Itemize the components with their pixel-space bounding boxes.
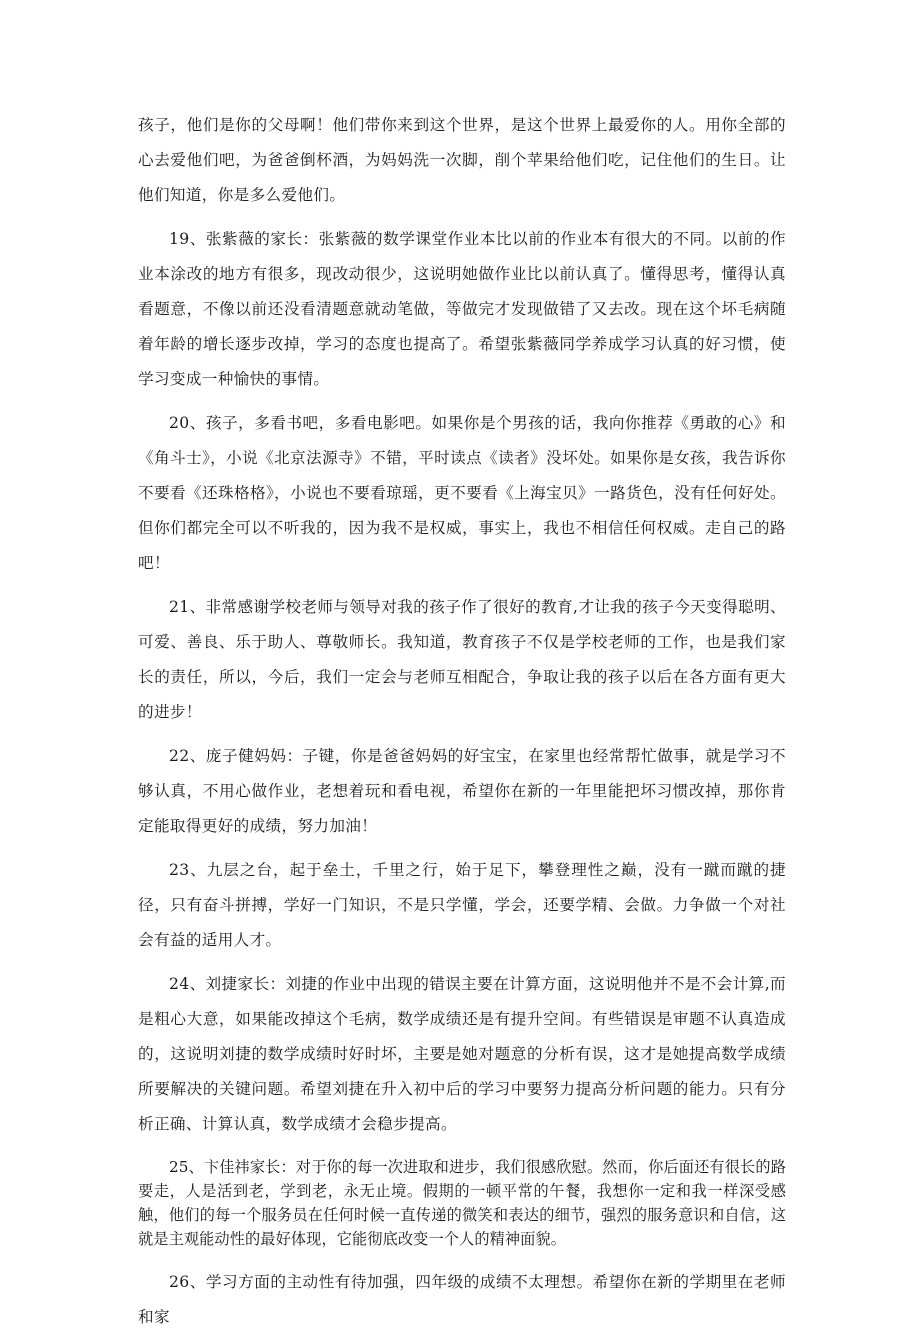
paragraph-continuation: 孩子，他们是你的父母啊！他们带你来到这个世界，是这个世界上最爱你的人。用你全部的心去爱他们吧，为爸爸倒杯酒，为妈妈洗一次脚，削个苹果给他们吃，记住他们的生日。让他们知道，你是多么爱他们。 — [138, 116, 786, 204]
paragraph-24: 24、刘捷家长：刘捷的作业中出现的错误主要在计算方面，这说明他并不是不会计算,而是粗心大意，如果能改掉这个毛病，数学成绩还是有提升空间。有些错误是审题不认真造成的，这说明刘捷的数学成绩时好时坏，主要是她对题意的分析有误，这才是她提高数学成绩所要解决的关键问题。希望刘捷在升入初中后的学习中要努力提高分析问题的能力。只有分析正确、计算认真，数学成绩才会稳步提高。 — [138, 975, 786, 1133]
document-page — [138, 108, 786, 1335]
paragraph-20: 20、孩子，多看书吧，多看电影吧。如果你是个男孩的话，我向你推荐《勇敢的心》和《角斗士》，小说《北京法源寺》不错，平时读点《读者》没坏处。如果你是女孩，我告诉你不要看《还珠格格》，小说也不要看琼瑶，更不要看《上海宝贝》一路货色，没有任何好处。但你们都完全可以不听我的，因为我不是权威，事实上，我也不相信任何权威。走自己的路吧！ — [138, 414, 786, 572]
paragraph-19: 19、张紫薇的家长：张紫薇的数学课堂作业本比以前的作业本有很大的不同。以前的作业本涂改的地方有很多，现改动很少，这说明她做作业比以前认真了。懂得思考，懂得认真看题意，不像以前还没看清题意就动笔做，等做完才发现做错了又去改。现在这个坏毛病随着年龄的增长逐步改掉，学习的态度也提高了。希望张紫薇同学养成学习认真的好习惯，使学习变成一种愉快的事情。 — [138, 230, 786, 388]
paragraph-25: 25、卞佳祎家长：对于你的每一次进取和进步，我们很感欣慰。然而，你后面还有很长的路要走，人是活到老，学到老，永无止境。假期的一顿平常的午餐，我想你一定和我一样深受感触，他们的每一个服务员在任何时候一直传递的微笑和表达的细节，强烈的服务意识和自信，这就是主观能动性的最好体现，它能彻底改变一个人的精神面貌。 — [138, 1158, 786, 1248]
paragraph-23: 23、九层之台，起于垒土，千里之行，始于足下，攀登理性之巅，没有一蹴而蹴的捷径，只有奋斗拼搏，学好一门知识，不是只学懂，学会，还要学精、会做。力争做一个对社会有益的适用人才。 — [138, 861, 786, 949]
paragraph-21: 21、非常感谢学校老师与领导对我的孩子作了很好的教育,才让我的孩子今天变得聪明、可爱、善良、乐于助人、尊敬师长。我知道，教育孩子不仅是学校老师的工作，也是我们家长的责任，所以，今后，我们一定会与老师互相配合，争取让我的孩子以后在各方面有更大的进步！ — [138, 598, 786, 721]
paragraph-26: 26、学习方面的主动性有待加强，四年级的成绩不太理想。希望你在新的学期里在老师和家 — [138, 1273, 786, 1326]
paragraph-22: 22、庞子健妈妈：子键，你是爸爸妈妈的好宝宝，在家里也经常帮忙做事，就是学习不够认真，不用心做作业，老想着玩和看电视，希望你在新的一年里能把坏习惯改掉，那你肯定能取得更好的成绩，努力加油！ — [138, 747, 786, 835]
